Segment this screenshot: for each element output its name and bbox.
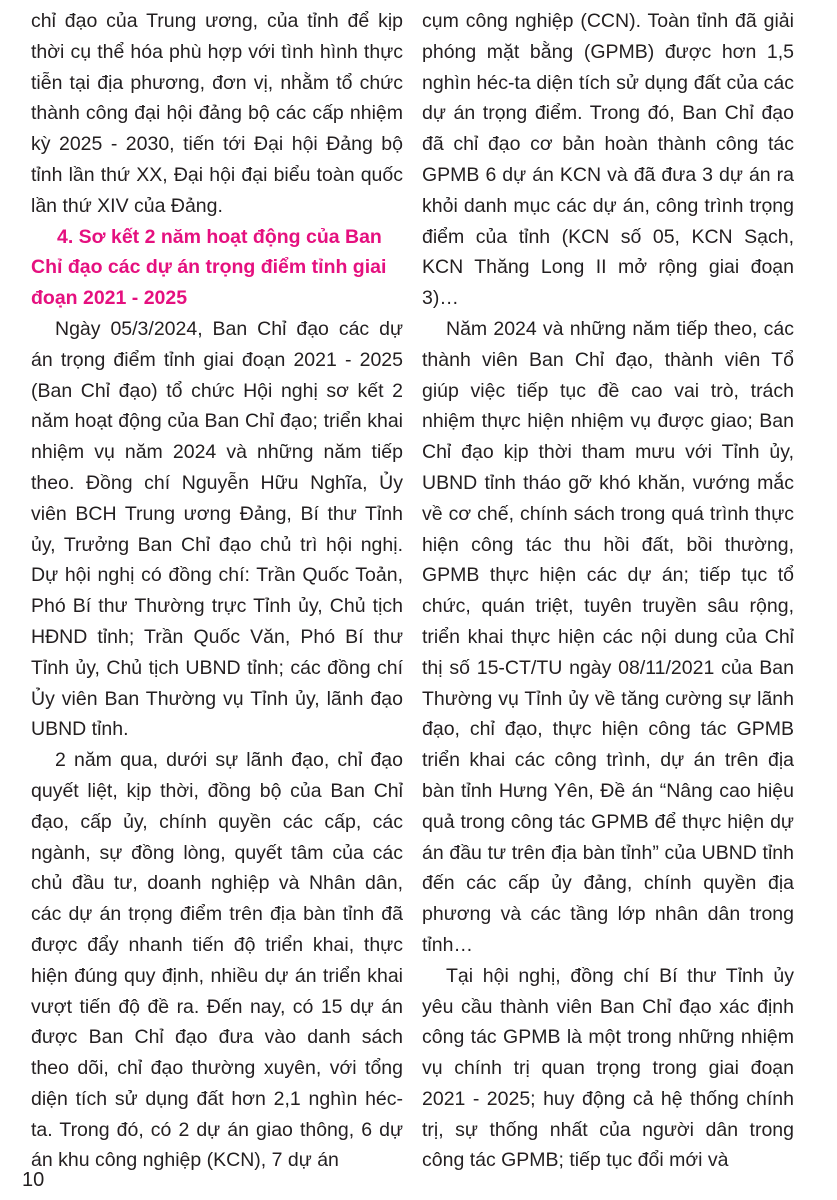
paragraph-secretary: Tại hội nghị, đồng chí Bí thư Tỉnh ủy yêu cầu thành viên Ban Chỉ đạo xác định công tác GPMB là một trong những nhiệm vụ chính trị quan trọng trong giai đoạn 2021 - 2025; huy động cả hệ thống chính trị, sự thống nhất của người dân trong công tác GPMB; tiếp tục đổi mới và xyxy=(422,964,794,1172)
paragraph-continued: chỉ đạo của Trung ương, của tỉnh để kịp thời cụ thể hóa phù hợp với tình hình thực tiễn tại địa phương, đơn vị, nhằm tổ chức thành công đại hội đảng bộ các cấp nhiệm kỳ 2025 - 2030, tiến tới Đại hội Đảng bộ tỉnh lần thứ XX, Đại hội đại biểu toàn quốc lần thứ XIV của Đảng. xyxy=(31,10,403,217)
left-column xyxy=(31,6,403,1176)
page-number: 10 xyxy=(22,1169,45,1191)
paragraph-tasks: Năm 2024 và những năm tiếp theo, các thành viên Ban Chỉ đạo, thành viên Tổ giúp việc tiếp tục đề cao vai trò, trách nhiệm thực hiện nhiệm vụ được giao; Ban Chỉ đạo kịp thời tham mưu với Tỉnh ủy, UBND tỉnh tháo gỡ khó khăn, vướng mắc về cơ chế, chính sách trong quá trình thực hiện công tác thu hồi đất, bồi thường, GPMB thực hiện các dự án; tiếp tục tổ chức, quán triệt, tuyên truyền sâu rộng, triển khai thực hiện các nội dung của Chỉ thị số 15-CT/TU ngày 08/11/2021 của Ban Thường vụ Tỉnh ủy về tăng cường sự lãnh đạo, chỉ đạo, thực hiện công tác GPMB triển khai các công trình, dự án trên địa bàn tỉnh Hưng Yên, Đề án “Nâng cao hiệu quả trong công tác GPMB để thực hiện dự án đầu tư trên địa bàn tỉnh” của UBND tỉnh đến các cấp ủy đảng, chính quyền địa phương và các tầng lớp nhân dân trong tỉnh… xyxy=(422,317,794,956)
paragraph-results: 2 năm qua, dưới sự lãnh đạo, chỉ đạo quyết liệt, kịp thời, đồng bộ của Ban Chỉ đạo, cấp ủy, chính quyền các cấp, các ngành, sự đồng lòng, quyết tâm của các chủ đầu tư, doanh nghiệp và Nhân dân, các dự án trọng điểm trên địa bàn tỉnh đã được đẩy nhanh tiến độ triển khai, thực hiện đúng quy định, nhiều dự án triển khai vượt tiến độ đề ra. Đến nay, có 15 dự án được Ban Chỉ đạo đưa vào danh sách theo dõi, chỉ đạo thường xuyên, với tổng diện tích sử dụng đất hơn 2,1 nghìn héc-ta. Trong đó, có 2 dự án giao thông, 6 dự án khu công nghiệp (KCN), 7 dự án xyxy=(31,749,403,1172)
paragraph-continued-right: cụm công nghiệp (CCN). Toàn tỉnh đã giải phóng mặt bằng (GPMB) được hơn 1,5 nghìn héc-ta diện tích sử dụng đất của các dự án trọng điểm. Trong đó, Ban Chỉ đạo đã chỉ đạo cơ bản hoàn thành công tác GPMB 6 dự án KCN và đã đưa 3 dự án ra khỏi danh mục các dự án, công trình trọng điểm của tỉnh (KCN số 05, KCN Sạch, KCN Thăng Long II mở rộng giai đoạn 3)… xyxy=(422,10,794,310)
paragraph-conference: Ngày 05/3/2024, Ban Chỉ đạo các dự án trọng điểm tỉnh giai đoạn 2021 - 2025 (Ban Chỉ đạo) tổ chức Hội nghị sơ kết 2 năm hoạt động của Ban Chỉ đạo; triển khai nhiệm vụ năm 2024 và những năm tiếp theo. Đồng chí Nguyễn Hữu Nghĩa, Ủy viên BCH Trung ương Đảng, Bí thư Tỉnh ủy, Trưởng Ban Chỉ đạo chủ trì hội nghị. Dự hội nghị có đồng chí: Trần Quốc Toản, Phó Bí thư Thường trực Tỉnh ủy, Chủ tịch HĐND tỉnh; Trần Quốc Văn, Phó Bí thư Tỉnh ủy, Chủ tịch UBND tỉnh; các đồng chí Ủy viên Ban Thường vụ Tỉnh ủy, lãnh đạo UBND tỉnh. xyxy=(31,317,403,741)
right-column xyxy=(422,6,794,1176)
section-heading: 4. Sơ kết 2 năm hoạt động của Ban Chỉ đạo các dự án trọng điểm tỉnh giai đoạn 2021 - 2025 xyxy=(31,225,387,310)
